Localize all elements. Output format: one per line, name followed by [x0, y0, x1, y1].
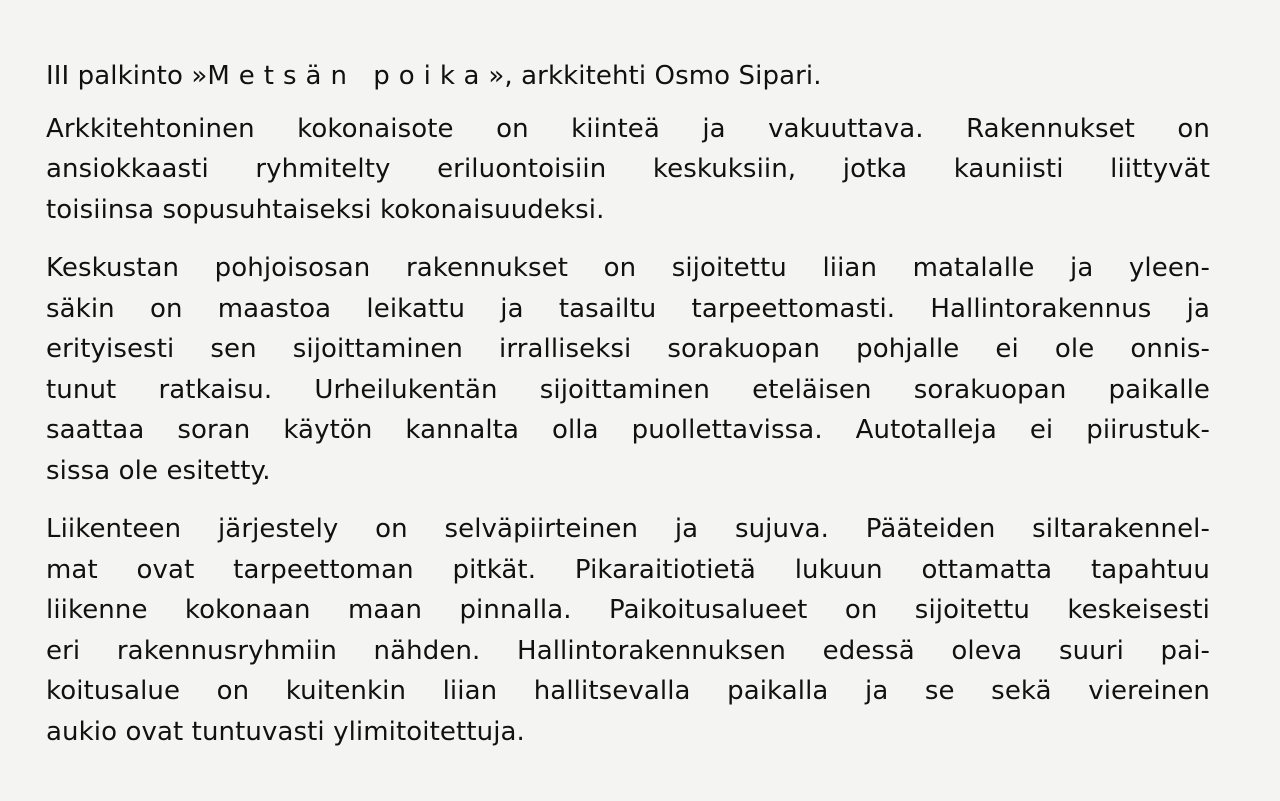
paragraph-3	[46, 509, 1210, 752]
paragraph-line: ansiokkaasti ryhmitelty eriluontoisiin keskuksiin, jotka kauniisti liittyvät	[46, 154, 1210, 184]
heading-prefix: III palkinto »	[46, 61, 208, 91]
paragraph-line: eri rakennusryhmiin nähden. Hallintorakennuksen edessä oleva suuri pai-	[46, 635, 1210, 666]
paragraph-line: liikenne kokonaan maan pinnalla. Paikoitusalueet on sijoitettu keskeisesti	[46, 595, 1210, 625]
paragraph-1	[46, 109, 1210, 231]
paragraph-line: säkin on maastoa leikattu ja tasailtu tarpeettomasti. Hallintorakennus ja	[46, 293, 1210, 324]
paragraph-line: sissa ole esitetty.	[46, 455, 271, 486]
paragraph-line: aukio ovat tuntuvasti ylimitoitettuja.	[46, 716, 525, 747]
heading	[46, 56, 1210, 97]
paragraph-line: saattaa soran käytön kannalta olla puollettavissa. Autotalleja ei piirustuk-	[46, 415, 1210, 445]
paragraph-line: koitusalue on kuitenkin liian hallitsevalla paikalla ja se sekä viereinen	[46, 676, 1210, 706]
paragraph-line: tunut ratkaisu. Urheilukentän sijoittaminen eteläisen sorakuopan paikalle	[46, 374, 1210, 405]
paragraph-line: Arkkitehtoninen kokonaisote on kiinteä ja vakuuttava. Rakennukset on	[46, 113, 1210, 144]
paragraph-line: Keskustan pohjoisosan rakennukset on sijoitettu liian matalalle ja yleen-	[46, 253, 1210, 283]
paragraph-line: Liikenteen järjestely on selväpiirteinen ja sujuva. Pääteiden siltarakennel-	[46, 514, 1210, 544]
heading-suffix: », arkkitehti Osmo Sipari.	[488, 61, 822, 91]
paragraph-line: mat ovat tarpeettoman pitkät. Pikaraitiotietä lukuun ottamatta tapahtuu	[46, 554, 1210, 585]
paragraph-line: erityisesti sen sijoittaminen irralliseksi sorakuopan pohjalle ei ole onnis-	[46, 334, 1210, 364]
paragraph-2	[46, 248, 1210, 491]
heading-spaced-title: Metsän poika	[207, 61, 489, 91]
paragraph-line: toisiinsa sopusuhtaiseksi kokonaisuudeksi.	[46, 194, 605, 225]
